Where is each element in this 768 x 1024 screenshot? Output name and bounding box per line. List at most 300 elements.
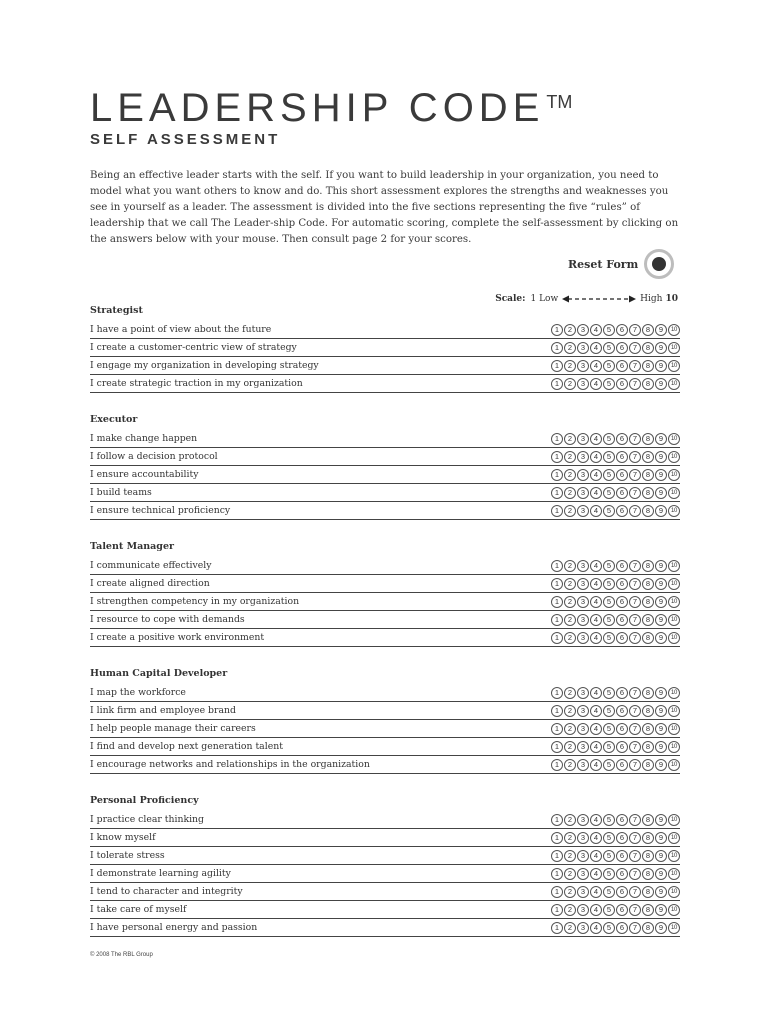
- rating-options: [550, 868, 680, 880]
- rating-option-8[interactable]: 8: [642, 614, 654, 626]
- rating-option-8[interactable]: 8: [642, 632, 654, 644]
- rating-option-8[interactable]: 8: [642, 922, 654, 934]
- rating-option-8[interactable]: 8: [642, 342, 654, 354]
- rating-option-7[interactable]: 7: [629, 850, 641, 862]
- rating-option-2[interactable]: 2: [564, 904, 576, 916]
- rating-option-5[interactable]: 5: [603, 578, 615, 590]
- rating-option-4[interactable]: 4: [590, 614, 602, 626]
- rating-option-2[interactable]: 2: [564, 505, 576, 517]
- rating-option-3[interactable]: 3: [577, 922, 589, 934]
- rating-option-3[interactable]: 3: [577, 487, 589, 499]
- rating-option-6[interactable]: 6: [616, 886, 628, 898]
- rating-option-5[interactable]: 5: [603, 904, 615, 916]
- rating-option-7[interactable]: 7: [629, 868, 641, 880]
- rating-option-8[interactable]: 8: [642, 759, 654, 771]
- rating-option-4[interactable]: 4: [590, 741, 602, 753]
- rating-option-9[interactable]: 9: [655, 596, 667, 608]
- rating-option-10[interactable]: 10: [668, 850, 680, 862]
- rating-option-8[interactable]: 8: [642, 741, 654, 753]
- rating-option-4[interactable]: 4: [590, 632, 602, 644]
- rating-option-8[interactable]: 8: [642, 487, 654, 499]
- section-title: Talent Manager: [90, 541, 174, 552]
- rating-option-1[interactable]: 1: [551, 360, 563, 372]
- rating-option-4[interactable]: 4: [590, 505, 602, 517]
- rating-option-9[interactable]: 9: [655, 505, 667, 517]
- rating-option-7[interactable]: 7: [629, 741, 641, 753]
- rating-option-4[interactable]: 4: [590, 596, 602, 608]
- rating-option-6[interactable]: 6: [616, 814, 628, 826]
- rating-option-2[interactable]: 2: [564, 378, 576, 390]
- question-label: I create aligned direction: [90, 578, 210, 589]
- page-subtitle: SELF ASSESSMENT: [90, 131, 281, 148]
- rating-option-2[interactable]: 2: [564, 705, 576, 717]
- question-row: [90, 484, 680, 502]
- rating-option-7[interactable]: 7: [629, 814, 641, 826]
- rating-option-3[interactable]: 3: [577, 832, 589, 844]
- rating-options: [550, 705, 680, 717]
- rating-option-2[interactable]: 2: [564, 687, 576, 699]
- rating-option-6[interactable]: 6: [616, 342, 628, 354]
- rating-option-3[interactable]: 3: [577, 814, 589, 826]
- rating-option-5[interactable]: 5: [603, 487, 615, 499]
- rating-option-6[interactable]: 6: [616, 759, 628, 771]
- rating-option-5[interactable]: 5: [603, 705, 615, 717]
- rating-option-6[interactable]: 6: [616, 632, 628, 644]
- rating-option-3[interactable]: 3: [577, 741, 589, 753]
- rating-option-7[interactable]: 7: [629, 596, 641, 608]
- rating-option-3[interactable]: 3: [577, 324, 589, 336]
- rating-option-9[interactable]: 9: [655, 814, 667, 826]
- rating-option-1[interactable]: 1: [551, 324, 563, 336]
- question-row: [90, 738, 680, 756]
- rating-option-7[interactable]: 7: [629, 360, 641, 372]
- rating-option-3[interactable]: 3: [577, 342, 589, 354]
- question-row: [90, 575, 680, 593]
- rating-option-3[interactable]: 3: [577, 886, 589, 898]
- rating-option-1[interactable]: 1: [551, 560, 563, 572]
- rating-options: [550, 342, 680, 354]
- rating-option-1[interactable]: 1: [551, 814, 563, 826]
- rating-option-10[interactable]: 10: [668, 632, 680, 644]
- rating-option-6[interactable]: 6: [616, 560, 628, 572]
- rating-option-6[interactable]: 6: [616, 596, 628, 608]
- rating-option-10[interactable]: 10: [668, 451, 680, 463]
- rating-option-10[interactable]: 10: [668, 868, 680, 880]
- rating-option-10[interactable]: 10: [668, 832, 680, 844]
- rating-option-1[interactable]: 1: [551, 469, 563, 481]
- rating-option-1[interactable]: 1: [551, 832, 563, 844]
- rating-option-1[interactable]: 1: [551, 868, 563, 880]
- question-row: [90, 829, 680, 847]
- rating-option-7[interactable]: 7: [629, 487, 641, 499]
- rating-option-9[interactable]: 9: [655, 868, 667, 880]
- rating-option-3[interactable]: 3: [577, 578, 589, 590]
- question-row: [90, 865, 680, 883]
- rating-option-7[interactable]: 7: [629, 886, 641, 898]
- rating-option-6[interactable]: 6: [616, 850, 628, 862]
- rating-option-7[interactable]: 7: [629, 904, 641, 916]
- rating-option-5[interactable]: 5: [603, 451, 615, 463]
- rating-option-2[interactable]: 2: [564, 632, 576, 644]
- rating-option-2[interactable]: 2: [564, 360, 576, 372]
- rating-option-5[interactable]: 5: [603, 360, 615, 372]
- rating-option-4[interactable]: 4: [590, 469, 602, 481]
- rating-option-5[interactable]: 5: [603, 868, 615, 880]
- rating-option-8[interactable]: 8: [642, 850, 654, 862]
- rating-option-8[interactable]: 8: [642, 868, 654, 880]
- rating-option-1[interactable]: 1: [551, 741, 563, 753]
- rating-option-4[interactable]: 4: [590, 324, 602, 336]
- question-label: I create a customer-centric view of strategy: [90, 342, 297, 353]
- rating-option-1[interactable]: 1: [551, 614, 563, 626]
- rating-option-3[interactable]: 3: [577, 632, 589, 644]
- rating-option-3[interactable]: 3: [577, 560, 589, 572]
- rating-option-1[interactable]: 1: [551, 451, 563, 463]
- rating-option-2[interactable]: 2: [564, 342, 576, 354]
- rating-option-4[interactable]: 4: [590, 814, 602, 826]
- rating-option-6[interactable]: 6: [616, 578, 628, 590]
- rating-option-10[interactable]: 10: [668, 886, 680, 898]
- rating-option-5[interactable]: 5: [603, 596, 615, 608]
- rating-option-1[interactable]: 1: [551, 433, 563, 445]
- rating-option-7[interactable]: 7: [629, 342, 641, 354]
- rating-option-3[interactable]: 3: [577, 687, 589, 699]
- rating-option-3[interactable]: 3: [577, 505, 589, 517]
- rating-option-9[interactable]: 9: [655, 723, 667, 735]
- rating-option-3[interactable]: 3: [577, 868, 589, 880]
- rating-option-9[interactable]: 9: [655, 614, 667, 626]
- rating-option-9[interactable]: 9: [655, 342, 667, 354]
- question-label: I encourage networks and relationships in the organization: [90, 759, 370, 770]
- rating-option-9[interactable]: 9: [655, 487, 667, 499]
- rating-option-8[interactable]: 8: [642, 378, 654, 390]
- section-human-capital-developer: [90, 666, 680, 774]
- rating-option-10[interactable]: 10: [668, 705, 680, 717]
- rating-option-8[interactable]: 8: [642, 814, 654, 826]
- rating-option-7[interactable]: 7: [629, 614, 641, 626]
- rating-option-2[interactable]: 2: [564, 469, 576, 481]
- rating-option-4[interactable]: 4: [590, 378, 602, 390]
- rating-option-1[interactable]: 1: [551, 922, 563, 934]
- rating-option-5[interactable]: 5: [603, 324, 615, 336]
- rating-option-5[interactable]: 5: [603, 723, 615, 735]
- rating-option-10[interactable]: 10: [668, 360, 680, 372]
- rating-option-9[interactable]: 9: [655, 687, 667, 699]
- rating-options: [550, 451, 680, 463]
- rating-option-4[interactable]: 4: [590, 832, 602, 844]
- rating-option-6[interactable]: 6: [616, 687, 628, 699]
- rating-option-10[interactable]: 10: [668, 922, 680, 934]
- rating-option-10[interactable]: 10: [668, 614, 680, 626]
- rating-option-2[interactable]: 2: [564, 324, 576, 336]
- rating-option-9[interactable]: 9: [655, 632, 667, 644]
- question-row: [90, 629, 680, 647]
- rating-option-1[interactable]: 1: [551, 759, 563, 771]
- rating-option-1[interactable]: 1: [551, 578, 563, 590]
- rating-option-6[interactable]: 6: [616, 324, 628, 336]
- rating-option-1[interactable]: 1: [551, 723, 563, 735]
- rating-option-5[interactable]: 5: [603, 687, 615, 699]
- rating-option-2[interactable]: 2: [564, 578, 576, 590]
- rating-option-1[interactable]: 1: [551, 378, 563, 390]
- rating-option-7[interactable]: 7: [629, 705, 641, 717]
- rating-option-9[interactable]: 9: [655, 469, 667, 481]
- question-label: I create strategic traction in my organization: [90, 378, 303, 389]
- rating-option-3[interactable]: 3: [577, 759, 589, 771]
- rating-option-10[interactable]: 10: [668, 814, 680, 826]
- rating-option-4[interactable]: 4: [590, 360, 602, 372]
- rating-option-7[interactable]: 7: [629, 578, 641, 590]
- rating-option-5[interactable]: 5: [603, 560, 615, 572]
- rating-option-1[interactable]: 1: [551, 886, 563, 898]
- rating-option-8[interactable]: 8: [642, 560, 654, 572]
- rating-option-10[interactable]: 10: [668, 505, 680, 517]
- rating-option-6[interactable]: 6: [616, 433, 628, 445]
- rating-option-2[interactable]: 2: [564, 433, 576, 445]
- rating-option-7[interactable]: 7: [629, 324, 641, 336]
- rating-option-6[interactable]: 6: [616, 723, 628, 735]
- rating-option-1[interactable]: 1: [551, 596, 563, 608]
- rating-option-7[interactable]: 7: [629, 832, 641, 844]
- rating-option-9[interactable]: 9: [655, 832, 667, 844]
- rating-option-8[interactable]: 8: [642, 904, 654, 916]
- rating-option-9[interactable]: 9: [655, 378, 667, 390]
- rating-option-4[interactable]: 4: [590, 560, 602, 572]
- rating-option-4[interactable]: 4: [590, 451, 602, 463]
- rating-options: [550, 614, 680, 626]
- rating-option-2[interactable]: 2: [564, 814, 576, 826]
- rating-option-7[interactable]: 7: [629, 723, 641, 735]
- rating-option-4[interactable]: 4: [590, 922, 602, 934]
- trademark-mark: TM: [546, 92, 573, 112]
- rating-option-5[interactable]: 5: [603, 922, 615, 934]
- rating-option-4[interactable]: 4: [590, 759, 602, 771]
- rating-option-5[interactable]: 5: [603, 505, 615, 517]
- rating-options: [550, 850, 680, 862]
- reset-dot: [652, 257, 666, 271]
- rating-options: [550, 904, 680, 916]
- rating-option-7[interactable]: 7: [629, 922, 641, 934]
- rating-option-2[interactable]: 2: [564, 614, 576, 626]
- rating-option-6[interactable]: 6: [616, 469, 628, 481]
- rating-option-5[interactable]: 5: [603, 378, 615, 390]
- rating-option-9[interactable]: 9: [655, 578, 667, 590]
- rating-option-4[interactable]: 4: [590, 868, 602, 880]
- rating-option-8[interactable]: 8: [642, 578, 654, 590]
- question-label: I engage my organization in developing strategy: [90, 360, 319, 371]
- rating-option-3[interactable]: 3: [577, 596, 589, 608]
- rating-option-5[interactable]: 5: [603, 832, 615, 844]
- rating-option-4[interactable]: 4: [590, 705, 602, 717]
- rating-option-8[interactable]: 8: [642, 723, 654, 735]
- rating-option-9[interactable]: 9: [655, 922, 667, 934]
- rating-option-6[interactable]: 6: [616, 741, 628, 753]
- rating-option-6[interactable]: 6: [616, 922, 628, 934]
- intro-paragraph: Being an effective leader starts with the self. If you want to build leadership in your organization, you need to model what you want others to know and do. This short assessment explores the strengths and weaknesses you see in yourself as a leader. The assessment is divided into the five sections representing the five “rules” of leadership that we call The Leader-ship Code. For automatic scoring, complete the self-assessment by clicking on the answers below with your mouse. Then consult page 2 for your scores.: [90, 170, 679, 245]
- rating-option-4[interactable]: 4: [590, 850, 602, 862]
- question-row: [90, 756, 680, 774]
- rating-option-6[interactable]: 6: [616, 378, 628, 390]
- rating-option-10[interactable]: 10: [668, 741, 680, 753]
- section-talent-manager: [90, 539, 680, 647]
- rating-option-7[interactable]: 7: [629, 378, 641, 390]
- rating-option-9[interactable]: 9: [655, 560, 667, 572]
- reset-radio-icon[interactable]: [644, 249, 674, 279]
- rating-option-9[interactable]: 9: [655, 705, 667, 717]
- rating-option-7[interactable]: 7: [629, 505, 641, 517]
- rating-option-3[interactable]: 3: [577, 614, 589, 626]
- rating-option-10[interactable]: 10: [668, 378, 680, 390]
- rating-options: [550, 632, 680, 644]
- rating-option-7[interactable]: 7: [629, 451, 641, 463]
- rating-option-10[interactable]: 10: [668, 469, 680, 481]
- rating-option-10[interactable]: 10: [668, 687, 680, 699]
- rating-option-9[interactable]: 9: [655, 451, 667, 463]
- rating-option-9[interactable]: 9: [655, 433, 667, 445]
- rating-option-3[interactable]: 3: [577, 723, 589, 735]
- rating-option-1[interactable]: 1: [551, 632, 563, 644]
- rating-option-2[interactable]: 2: [564, 487, 576, 499]
- rating-option-5[interactable]: 5: [603, 886, 615, 898]
- rating-option-1[interactable]: 1: [551, 850, 563, 862]
- rating-option-7[interactable]: 7: [629, 433, 641, 445]
- rating-option-5[interactable]: 5: [603, 759, 615, 771]
- rating-option-3[interactable]: 3: [577, 469, 589, 481]
- rating-option-6[interactable]: 6: [616, 705, 628, 717]
- rating-option-8[interactable]: 8: [642, 886, 654, 898]
- rating-option-8[interactable]: 8: [642, 687, 654, 699]
- rating-option-1[interactable]: 1: [551, 505, 563, 517]
- rating-option-3[interactable]: 3: [577, 378, 589, 390]
- question-label: I communicate effectively: [90, 560, 212, 571]
- question-row: [90, 811, 680, 829]
- rating-option-4[interactable]: 4: [590, 487, 602, 499]
- rating-option-8[interactable]: 8: [642, 469, 654, 481]
- rating-option-6[interactable]: 6: [616, 360, 628, 372]
- rating-option-10[interactable]: 10: [668, 596, 680, 608]
- rating-option-1[interactable]: 1: [551, 904, 563, 916]
- rating-option-8[interactable]: 8: [642, 832, 654, 844]
- rating-option-4[interactable]: 4: [590, 723, 602, 735]
- rating-option-2[interactable]: 2: [564, 451, 576, 463]
- rating-option-5[interactable]: 5: [603, 614, 615, 626]
- rating-option-6[interactable]: 6: [616, 868, 628, 880]
- question-label: I make change happen: [90, 433, 198, 444]
- rating-option-5[interactable]: 5: [603, 850, 615, 862]
- rating-option-2[interactable]: 2: [564, 741, 576, 753]
- rating-option-5[interactable]: 5: [603, 741, 615, 753]
- rating-option-4[interactable]: 4: [590, 687, 602, 699]
- rating-option-10[interactable]: 10: [668, 578, 680, 590]
- rating-option-6[interactable]: 6: [616, 505, 628, 517]
- rating-option-2[interactable]: 2: [564, 596, 576, 608]
- rating-option-8[interactable]: 8: [642, 451, 654, 463]
- rating-options: [550, 886, 680, 898]
- rating-option-5[interactable]: 5: [603, 342, 615, 354]
- rating-option-3[interactable]: 3: [577, 360, 589, 372]
- rating-option-6[interactable]: 6: [616, 832, 628, 844]
- rating-option-9[interactable]: 9: [655, 324, 667, 336]
- rating-option-5[interactable]: 5: [603, 632, 615, 644]
- rating-option-2[interactable]: 2: [564, 560, 576, 572]
- rating-option-7[interactable]: 7: [629, 687, 641, 699]
- rating-option-7[interactable]: 7: [629, 560, 641, 572]
- rating-option-10[interactable]: 10: [668, 487, 680, 499]
- rating-option-7[interactable]: 7: [629, 469, 641, 481]
- rating-option-6[interactable]: 6: [616, 904, 628, 916]
- rating-option-2[interactable]: 2: [564, 759, 576, 771]
- rating-option-5[interactable]: 5: [603, 814, 615, 826]
- rating-option-8[interactable]: 8: [642, 705, 654, 717]
- rating-option-8[interactable]: 8: [642, 596, 654, 608]
- rating-option-8[interactable]: 8: [642, 324, 654, 336]
- section-title: Personal Proficiency: [90, 795, 199, 806]
- rating-option-8[interactable]: 8: [642, 360, 654, 372]
- rating-option-6[interactable]: 6: [616, 614, 628, 626]
- rating-option-5[interactable]: 5: [603, 469, 615, 481]
- rating-option-10[interactable]: 10: [668, 904, 680, 916]
- rating-option-9[interactable]: 9: [655, 741, 667, 753]
- rating-option-1[interactable]: 1: [551, 342, 563, 354]
- reset-form-button[interactable]: [568, 249, 674, 279]
- rating-option-3[interactable]: 3: [577, 433, 589, 445]
- rating-option-3[interactable]: 3: [577, 850, 589, 862]
- rating-option-10[interactable]: 10: [668, 433, 680, 445]
- rating-option-2[interactable]: 2: [564, 832, 576, 844]
- rating-option-2[interactable]: 2: [564, 850, 576, 862]
- rating-option-3[interactable]: 3: [577, 705, 589, 717]
- rating-option-10[interactable]: 10: [668, 342, 680, 354]
- rating-option-9[interactable]: 9: [655, 759, 667, 771]
- scale-low: 1 Low: [530, 294, 559, 304]
- rating-option-4[interactable]: 4: [590, 578, 602, 590]
- rating-option-7[interactable]: 7: [629, 759, 641, 771]
- rating-option-9[interactable]: 9: [655, 850, 667, 862]
- rating-option-2[interactable]: 2: [564, 922, 576, 934]
- rating-option-10[interactable]: 10: [668, 560, 680, 572]
- rating-option-7[interactable]: 7: [629, 632, 641, 644]
- rating-option-9[interactable]: 9: [655, 360, 667, 372]
- rating-option-8[interactable]: 8: [642, 433, 654, 445]
- rating-option-1[interactable]: 1: [551, 487, 563, 499]
- rating-option-10[interactable]: 10: [668, 723, 680, 735]
- rating-option-10[interactable]: 10: [668, 324, 680, 336]
- rating-option-9[interactable]: 9: [655, 904, 667, 916]
- rating-options: [550, 759, 680, 771]
- rating-options: [550, 560, 680, 572]
- rating-option-10[interactable]: 10: [668, 759, 680, 771]
- rating-option-6[interactable]: 6: [616, 451, 628, 463]
- rating-option-5[interactable]: 5: [603, 433, 615, 445]
- rating-option-9[interactable]: 9: [655, 886, 667, 898]
- rating-option-4[interactable]: 4: [590, 904, 602, 916]
- rating-option-2[interactable]: 2: [564, 868, 576, 880]
- rating-option-4[interactable]: 4: [590, 433, 602, 445]
- rating-option-1[interactable]: 1: [551, 687, 563, 699]
- rating-option-1[interactable]: 1: [551, 705, 563, 717]
- rating-option-4[interactable]: 4: [590, 342, 602, 354]
- section-strategist: [90, 303, 680, 393]
- rating-option-6[interactable]: 6: [616, 487, 628, 499]
- rating-option-8[interactable]: 8: [642, 505, 654, 517]
- rating-options: [550, 487, 680, 499]
- rating-option-2[interactable]: 2: [564, 723, 576, 735]
- rating-option-3[interactable]: 3: [577, 451, 589, 463]
- rating-option-2[interactable]: 2: [564, 886, 576, 898]
- question-label: I have a point of view about the future: [90, 324, 272, 335]
- rating-option-3[interactable]: 3: [577, 904, 589, 916]
- rating-option-4[interactable]: 4: [590, 886, 602, 898]
